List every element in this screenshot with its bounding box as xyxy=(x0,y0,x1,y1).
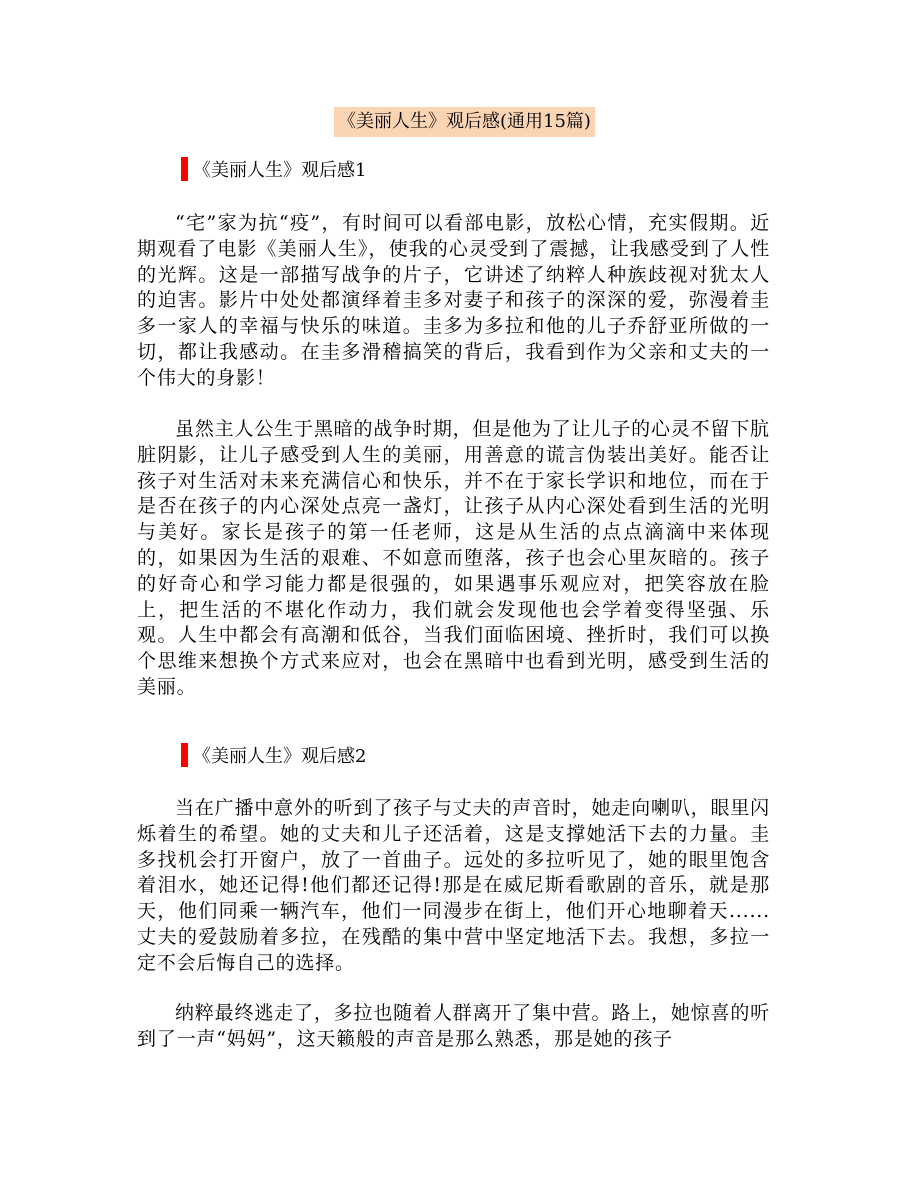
section-2-paragraph-1: 当在广播中意外的听到了孩子与丈夫的声音时，她走向喇叭，眼里闪烁着生的希望。她的丈夫和儿子还活着，这是支撑她活下去的力量。圭多找机会打开窗户，放了一首曲子。远处的多拉听见了，她的眼里饱含着泪水，她还记得!他们都还记得!那是在威尼斯看歌剧的音乐，就是那天，他们同乘一辆汽车，他们一同漫步在街上，他们开心地聊着天......丈夫的爱鼓励着多拉，在残酷的集中营中坚定地活下去。我想，多拉一定不会后悔自己的选择。 xyxy=(137,797,770,974)
section-heading-1 xyxy=(181,157,366,185)
section-heading-text: 《美丽人生》观后感1 xyxy=(193,160,367,181)
section-1-paragraph-1: “宅”家为抗“疫”，有时间可以看部电影，放松心情，充实假期。近期观看了电影《美丽人生》，使我的心灵受到了震撼，让我感受到了人性的光辉。这是一部描写战争的片子，它讲述了纳粹人种族歧视对犹太人的迫害。影片中处处都演绎着圭多对妻子和孩子的深深的爱，弥漫着圭多一家人的幸福与快乐的味道。圭多为多拉和他的儿子乔舒亚所做的一切，都让我感动。在圭多滑稽搞笑的背后，我看到作为父亲和丈夫的一个伟大的身影！ xyxy=(137,212,770,389)
section-heading-2 xyxy=(181,743,366,771)
section-1-paragraph-2: 虽然主人公生于黑暗的战争时期，但是他为了让儿子的心灵不留下肮脏阴影，让儿子感受到人生的美丽，用善意的谎言伪装出美好。能否让孩子对生活对未来充满信心和快乐，并不在于家长学识和地位，而在于是否在孩子的内心深处点亮一盏灯，让孩子从内心深处看到生活的光明与美好。家长是孩子的第一任老师，这是从生活的点点滴滴中来体现的，如果因为生活的艰难、不如意而堕落，孩子也会心里灰暗的。孩子的好奇心和学习能力都是很强的，如果遇事乐观应对，把笑容放在脸上，把生活的不堪化作动力，我们就会发现他也会学着变得坚强、乐观。人生中都会有高潮和低谷，当我们面临困境、挫折时，我们可以换个思维来想换个方式来应对，也会在黑暗中也看到光明，感受到生活的美丽。 xyxy=(137,418,770,698)
section-2-paragraph-2: 纳粹最终逃走了，多拉也随着人群离开了集中营。路上，她惊喜的听到了一声“妈妈”，这天籁般的声音是那么熟悉，那是她的孩子 xyxy=(137,1002,770,1050)
document-title-text: 《美丽人生》观后感(通用15篇) xyxy=(338,111,591,132)
heading-marker-icon xyxy=(181,743,188,767)
document-title xyxy=(334,107,595,137)
heading-marker-icon xyxy=(181,157,188,181)
section-heading-text: 《美丽人生》观后感2 xyxy=(193,746,367,767)
